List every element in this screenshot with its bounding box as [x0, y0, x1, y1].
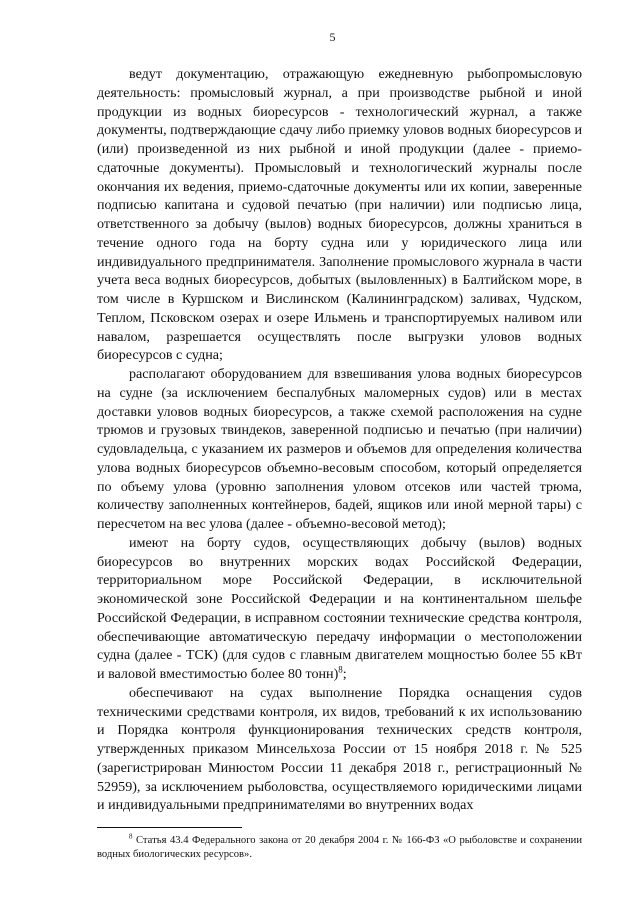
footnote-marker: 8 — [129, 832, 133, 841]
body-text — [97, 65, 582, 815]
footnote-divider — [97, 827, 242, 828]
footnote-reference: 8 — [338, 664, 343, 675]
paragraph-documentation — [97, 65, 582, 365]
paragraph-text: располагают оборудованием для взвешивания улова водных биоресурсов на судне (за исключением беспалубных маломерных судов) или в местах доставки уловов водных биоресурсов, а также схемой расположения на судне трюмов и грузовых твиндеков, заверенной подписью и печатью (при наличии) судовладельца, с указанием их размеров и объемов для определения количества улова водных биоресурсов объемно-весовым способом, который определяется по объему улова (уровню заполнения уловом отсеков или частей трюма, количеству заполненных контейнеров, бадей, ящиков или иной мерной тары) с пересчетом на вес улова (далее - объемно-весовой метод); — [97, 366, 582, 532]
page-number: 5 — [329, 30, 336, 44]
paragraph-procedure — [97, 684, 582, 815]
footnote-text: Статья 43.4 Федерального закона от 20 декабря 2004 г. № 166-ФЗ «О рыболовстве и сохранении водных биологических ресурсов». — [97, 835, 582, 860]
footnote — [97, 834, 582, 861]
paragraph-text: ведут документацию, отражающую ежедневную рыбопромысловую деятельность: промысловый журнал, а при производстве рыбной и иной продукции из водных биоресурсов - технологический журнал, а также документы, подтверждающие сдачу либо приемку уловов водных биоресурсов и (или) произведенной из них рыбной и иной продукции (далее - приемо-сдаточные документы). Промысловый и технологический журналы после окончания их ведения, приемо-сдаточные документы или их копии, заверенные подписью капитана и судовой печатью (при наличии) или подписью лица, ответственного за добычу (вылов) водных биоресурсов, должны храниться в течение одного года на борту судна или у юридического лица или индивидуального предпринимателя. Заполнение промыслового журнала в части учета веса водных биоресурсов, добытых (выловленных) в Балтийском море, в том числе в Куршском и Вислинском (Калининградском) заливах, Чудском, Теплом, Псковском озерах и озере Ильмень и транспортируемых наливом или навалом, разрешается осуществлять после выгрузки уловов водных биоресурсов с судна; — [97, 66, 582, 364]
paragraph-text: обеспечивают на судах выполнение Порядка оснащения судов техническими средствами контроля, их видов, требований к их использованию и Порядка контроля функционирования технических средств контроля, утвержденных приказом Минсельхоза России от 15 ноября 2018 г. № 525 (зарегистрирован Минюстом России 11 декабря 2018 г., регистрационный № 52959), за исключением рыболовства, осуществляемого юридическими лицами и индивидуальными предпринимателями во внутренних водах — [97, 684, 582, 814]
paragraph-tail: ; — [342, 666, 347, 682]
paragraph-weighing-equipment — [97, 365, 582, 534]
paragraph-text: имеют на борту судов, осуществляющих добычу (вылов) водных биоресурсов во внутренних морских водах Российской Федерации, территориальном море Российской Федерации, в исключительной экономической зоне Российской Федерации и на континентальном шельфе Российской Федерации, в исправном состоянии технические средства контроля, обеспечивающие автоматическую передачу информации о местоположении судна (далее - ТСК) (для судов с главным двигателем мощностью более 55 кВт и валовой вместимостью более 80 тонн) — [97, 534, 582, 682]
paragraph-control-devices — [97, 534, 582, 684]
